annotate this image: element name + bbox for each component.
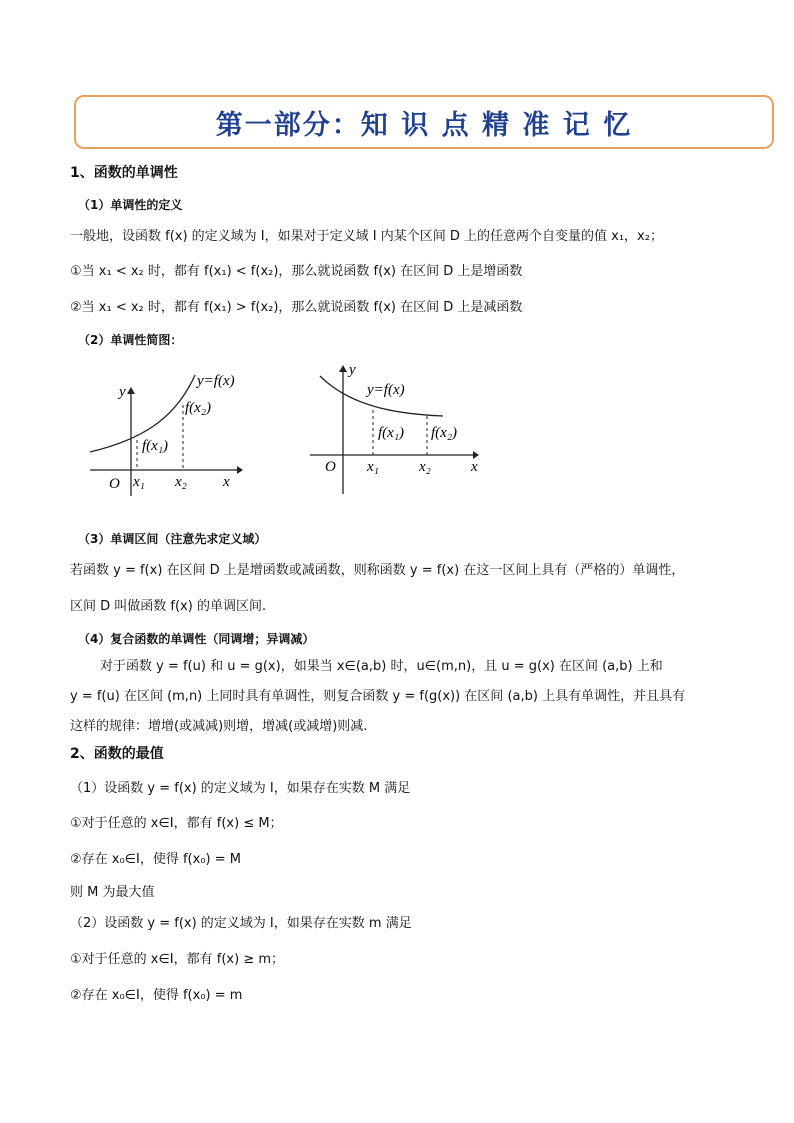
definition-text: 一般地，设函数 f(x) 的定义域为 I，如果对于定义域 I 内某个区间 D 上的任意两个自变量的值 x₁，x₂；: [70, 229, 663, 244]
subheading-intervals: （3）单调区间（注意先求定义域）: [78, 532, 267, 546]
x2-label: x₂: [175, 474, 187, 490]
section-banner: [74, 95, 774, 149]
max-condition-2: ②存在 x₀∈I，使得 f(x₀) = M: [70, 852, 241, 867]
interval-definition: 若函数 y = f(x) 在区间 D 上是增函数或减函数，则称函数 y = f(x) 在这一区间上具有（严格的）单调性，: [70, 563, 685, 578]
x1-label: x₁: [367, 459, 379, 475]
heading-extrema: 2、函数的最值: [70, 746, 164, 762]
subheading-composite: （4）复合函数的单调性（同调增；异调减）: [78, 632, 315, 646]
increasing-rule: ①当 x₁ < x₂ 时，都有 f(x₁) < f(x₂)，那么就说函数 f(x) 在区间 D 上是增函数: [70, 264, 523, 279]
max-definition: （1）设函数 y = f(x) 的定义域为 I，如果存在实数 M 满足: [70, 781, 411, 796]
max-conclusion: 则 M 为最大值: [70, 885, 155, 900]
y-axis-arrow: [339, 365, 347, 372]
origin-label: O: [325, 459, 336, 475]
composite-text-2: y = f(u) 在区间 (m,n) 上同时具有单调性，则复合函数 y = f(g(x)) 在区间 (a,b) 上具有单调性，并且具有: [70, 689, 686, 704]
y-axis-label: y: [349, 362, 356, 378]
curve-label: y=f(x): [197, 373, 235, 389]
x-axis-arrow: [237, 466, 243, 474]
min-condition-1: ①对于任意的 x∈I，都有 f(x) ≥ m；: [70, 952, 285, 967]
decreasing-graph: [305, 358, 490, 498]
composite-text-3: 这样的规律：增增(或减减)则增，增减(或减增)则减.: [70, 719, 368, 734]
composite-text-1: 对于函数 y = f(u) 和 u = g(x)，如果当 x∈(a,b) 时，u∈(m,n)，且 u = g(x) 在区间 (a,b) 上和: [100, 659, 663, 674]
origin-label: O: [109, 476, 120, 492]
y-axis-arrow: [127, 387, 135, 394]
x1-label: x₁: [133, 474, 145, 490]
curve-label: y=f(x): [367, 382, 405, 398]
subheading-definition: （1）单调性的定义: [78, 198, 183, 212]
min-condition-2: ②存在 x₀∈I，使得 f(x₀) = m: [70, 988, 243, 1003]
increasing-graph: [85, 360, 250, 500]
point1-label: f(x₁): [142, 438, 169, 454]
point2-label: f(x₂): [431, 425, 458, 441]
x-axis-label: x: [223, 474, 230, 490]
x2-label: x₂: [419, 459, 431, 475]
point2-label: f(x₂): [185, 400, 212, 416]
max-condition-1: ①对于任意的 x∈I，都有 f(x) ≤ M；: [70, 816, 283, 831]
x-axis-arrow: [473, 451, 479, 459]
point1-label: f(x₁): [378, 425, 405, 441]
section-title: 第一部分：知 识 点 精 准 记 忆: [215, 109, 633, 141]
subheading-sketch: （2）单调性简图：: [78, 333, 183, 347]
x-axis-label: x: [471, 459, 478, 475]
y-axis-label: y: [119, 384, 126, 400]
min-definition: （2）设函数 y = f(x) 的定义域为 I，如果存在实数 m 满足: [70, 916, 412, 931]
heading-monotonicity: 1、函数的单调性: [70, 165, 178, 181]
interval-definition-cont: 区间 D 叫做函数 f(x) 的单调区间.: [70, 599, 267, 614]
decreasing-rule: ②当 x₁ < x₂ 时，都有 f(x₁) > f(x₂)，那么就说函数 f(x) 在区间 D 上是减函数: [70, 300, 523, 315]
